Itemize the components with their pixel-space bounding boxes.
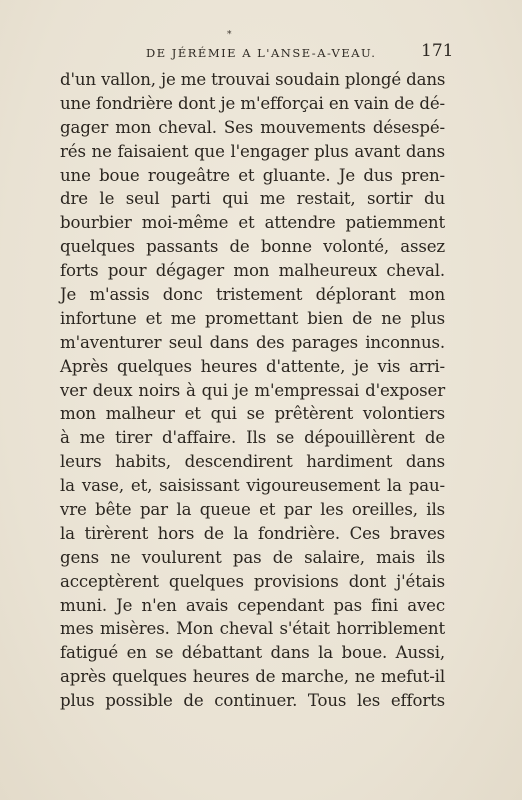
text-line: gager mon cheval. Ses mouvements désespé- bbox=[60, 117, 445, 137]
text-line: plus possible de continuer. Tous les efforts bbox=[60, 691, 445, 711]
text-line: m'aventurer seul dans des parages inconnus. bbox=[60, 332, 445, 352]
text-line: infortune et me promettant bien de ne plus bbox=[60, 308, 445, 328]
text-line: une boue rougeâtre et gluante. Je dus pren- bbox=[60, 165, 445, 185]
text-line: mes misères. Mon cheval s'était horriblement bbox=[60, 619, 445, 639]
text-line: une fondrière dont je m'efforçai en vain de dé- bbox=[60, 93, 445, 113]
text-line: Je m'assis donc tristement déplorant mon bbox=[60, 285, 445, 305]
text-line: muni. Je n'en avais cependant pas fini avec bbox=[60, 595, 445, 615]
text-line: ver deux noirs à qui je m'empressai d'exposer bbox=[60, 380, 445, 400]
text-line: après quelques heures de marche, ne mefut-il bbox=[60, 667, 445, 687]
text-line: d'un vallon, je me trouvai soudain plongé dans bbox=[60, 70, 446, 89]
text-line: gens ne voulurent pas de salaire, mais ils bbox=[60, 547, 445, 567]
text-line: la tirèrent hors de la fondrière. Ces braves bbox=[60, 523, 445, 543]
text-line: forts pour dégager mon malheureux cheval. bbox=[60, 261, 445, 281]
body-text bbox=[60, 68, 445, 713]
text-line: mon malheur et qui se prêtèrent volontiers bbox=[60, 404, 445, 424]
text-line: dre le seul parti qui me restait, sortir du bbox=[60, 189, 445, 209]
text-line: vre bête par la queue et par les oreilles, ils bbox=[60, 500, 445, 520]
text-line: leurs habits, descendirent hardiment dans bbox=[60, 452, 445, 472]
running-head: DE JÉRÉMIE A L'ANSE-A-VEAU. bbox=[146, 46, 377, 60]
text-line: acceptèrent quelques provisions dont j'étais bbox=[60, 571, 445, 591]
signature-mark: * bbox=[227, 30, 232, 40]
text-line: la vase, et, saisissant vigoureusement la pau- bbox=[60, 476, 445, 496]
text-line: rés ne faisaient que l'engager plus avant dans bbox=[60, 141, 445, 161]
text-line: fatigué en se débattant dans la boue. Aussi, bbox=[60, 643, 445, 663]
text-line: quelques passants de bonne volonté, assez bbox=[60, 237, 445, 257]
text-line: Après quelques heures d'attente, je vis arri- bbox=[60, 356, 445, 376]
text-line: bourbier moi-même et attendre patiemment bbox=[60, 213, 445, 233]
page-number: 171 bbox=[421, 41, 454, 61]
text-line: à me tirer d'affaire. Ils se dépouillèrent de bbox=[60, 428, 445, 448]
